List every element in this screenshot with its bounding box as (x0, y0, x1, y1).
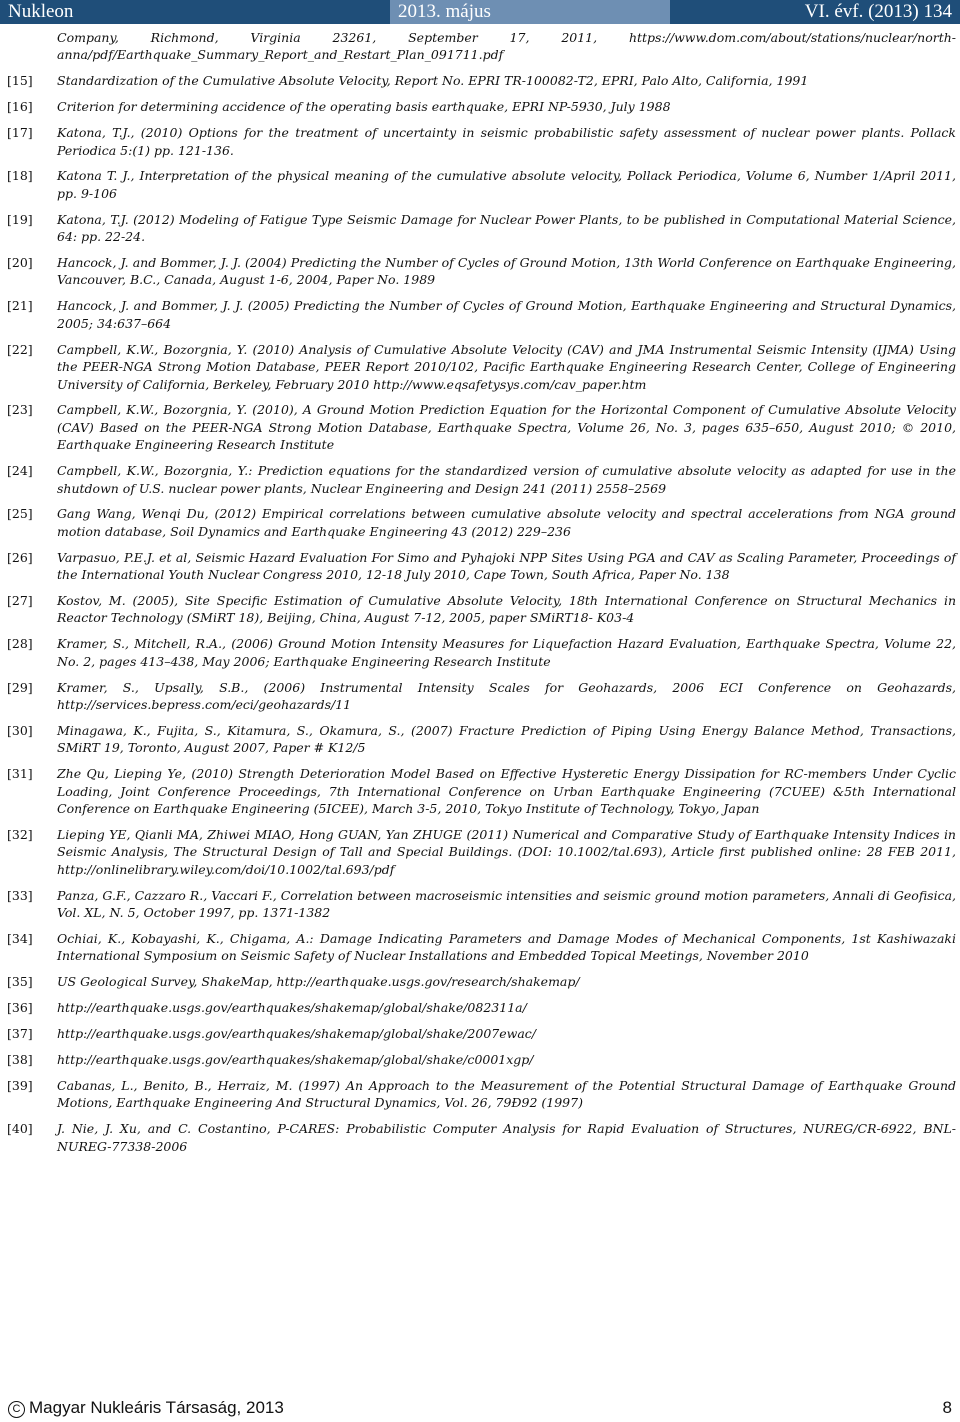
reference-item (0, 29, 960, 64)
reference-text: Varpasuo, P.E.J. et al, Seismic Hazard Evaluation For Simo and Pyhajoki NPP Sites Using PGA and CAV as Scaling Parameter, Proceedings of the International Youth Nuclear Congress 2010, 12-18 July 2010, Cape Town, South Africa, Paper No. 138 (57, 549, 956, 583)
reference-list (0, 29, 960, 1164)
reference-item (0, 72, 960, 89)
reference-number: [17] (7, 125, 33, 141)
reference-item (0, 826, 960, 878)
reference-number: [30] (7, 723, 33, 738)
reference-number: [22] (7, 341, 33, 357)
reference-text: Criterion for determining accidence of the operating basis earthquake, EPRI NP-5930, July 1988 (57, 99, 671, 115)
reference-item (0, 549, 960, 584)
reference-item (0, 211, 960, 246)
reference-number: [33] (7, 887, 33, 903)
reference-number: [27] (7, 593, 33, 609)
reference-number: [26] (7, 549, 33, 565)
page-header (0, 0, 960, 24)
reference-item (0, 679, 960, 714)
reference-number: [25] (7, 506, 33, 522)
reference-text: Kramer, S., Upsally, S.B., (2006) Instrumental Intensity Scales for Geohazards, 2006 ECI Conference on Geohazards, http://services.bepress.com/eci/geohazards/11 (57, 679, 956, 713)
reference-number: [34] (7, 931, 33, 947)
header-issue-date: 2013. május (390, 0, 686, 24)
reference-number: [21] (7, 298, 33, 314)
reference-text: Kramer, S., Mitchell, R.A., (2006) Ground Motion Intensity Measures for Liquefaction Hazard Evaluation, Earthquake Spectra, Volume 22, No. 2, pages 413–438, May 2006; Earthquake Engineering Research Institute (57, 636, 956, 669)
reference-item (0, 505, 960, 540)
reference-item (0, 462, 960, 497)
reference-text: Standardization of the Cumulative Absolute Velocity, Report No. EPRI TR-100082-T2, EPRI, Palo Alto, California, 1991 (57, 73, 809, 89)
reference-item (0, 592, 960, 627)
reference-text: Company, Richmond, Virginia 23261, September 17, 2011, https://www.dom.com/about/stations/nuclear/north-anna/pdf/Earthquake_Summary_Report_and_Restart_Plan_091711.pdf (57, 30, 956, 63)
reference-text: Cabanas, L., Benito, B., Herraiz, M. (1997) An Approach to the Measurement of the Potential Structural Damage of Earthquake Ground Motions, Earthquake Engineering And Structural Dynamics, Vol. 26, 79Ð92 (1997) (57, 1078, 956, 1111)
reference-text: Minagawa, K., Fujita, S., Kitamura, S., Okamura, S., (2007) Fracture Prediction of Piping Using Energy Balance Method, Transactions, SMiRT 19, Toronto, August 2007, Paper # K12/5 (57, 723, 956, 756)
reference-item (0, 401, 960, 453)
reference-item (0, 973, 960, 990)
reference-number: [35] (7, 974, 33, 990)
reference-item (0, 887, 960, 922)
reference-text: Campbell, K.W., Bozorgnia, Y.: Prediction equations for the standardized version of cumulative absolute velocity as adapted for use in the shutdown of U.S. nuclear power plants, Nuclear Engineering and Design 241 (2011) 2558–2569 (57, 463, 956, 496)
reference-text: Zhe Qu, Lieping Ye, (2010) Strength Deterioration Model Based on Effective Hysteretic Energy Dissipation for RC-members Under Cyclic Loading, Joint Conference Proceedings, 7th International Conference on Urban Earthquake Engineering (7CUEE) &5th International Conference on Earthquake Engineering (5ICEE), March 3-5, 2010, Tokyo Institute of Technology, Tokyo, Japan (57, 766, 956, 817)
reference-text: Kostov, M. (2005), Site Specific Estimation of Cumulative Absolute Velocity, 18th International Conference on Structural Mechanics in Reactor Technology (SMiRT 18), Beijing, China, August 7-12, 2005, paper SMiRT18- K03-4 (57, 593, 956, 626)
reference-number: [16] (7, 99, 33, 115)
reference-item (0, 297, 960, 332)
copyright-icon: C (8, 1401, 25, 1418)
reference-text: http://earthquake.usgs.gov/earthquakes/shakemap/global/shake/2007ewac/ (57, 1026, 537, 1042)
header-journal-name: Nukleon (0, 0, 406, 24)
footer-page-number: 8 (942, 1398, 952, 1417)
reference-text: Hancock, J. and Bommer, J. J. (2005) Predicting the Number of Cycles of Ground Motion, Earthquake Engineering and Structural Dynamics, 2005; 34:637–664 (57, 298, 956, 331)
reference-item (0, 1025, 960, 1042)
reference-text: http://earthquake.usgs.gov/earthquakes/shakemap/global/shake/c0001xgp/ (57, 1052, 534, 1068)
reference-item (0, 635, 960, 670)
reference-item (0, 1051, 960, 1068)
reference-item (0, 98, 960, 115)
reference-number: [32] (7, 827, 33, 843)
reference-number: [28] (7, 636, 33, 652)
reference-text: US Geological Survey, ShakeMap, http://earthquake.usgs.gov/research/shakemap/ (57, 974, 580, 990)
reference-text: Gang Wang, Wenqi Du, (2012) Empirical correlations between cumulative absolute velocity and spectral accelerations from NGA ground motion database, Soil Dynamics and Earthquake Engineering 43 (2012) 229–236 (57, 506, 956, 539)
reference-item (0, 124, 960, 159)
reference-item (0, 167, 960, 202)
reference-item (0, 254, 960, 289)
reference-number: [20] (7, 255, 33, 271)
reference-number: [23] (7, 402, 33, 418)
reference-number: [31] (7, 766, 33, 782)
reference-item (0, 765, 960, 817)
reference-number: [15] (7, 73, 33, 89)
reference-text: J. Nie, J. Xu, and C. Costantino, P-CARES: Probabilistic Computer Analysis for Rapid Evaluation of Structures, NUREG/CR-6922, BNL-NUREG-77338-2006 (57, 1121, 956, 1154)
reference-item (0, 1120, 960, 1155)
reference-text: Katona T. J., Interpretation of the physical meaning of the cumulative absolute velocity, Pollack Periodica, Volume 6, Number 1/April 2011, pp. 9-106 (57, 168, 956, 201)
reference-number: [24] (7, 463, 33, 479)
reference-number: [18] (7, 168, 33, 184)
reference-item (0, 999, 960, 1016)
reference-text: Panza, G.F., Cazzaro R., Vaccari F., Correlation between macroseismic intensities and seismic ground motion parameters, Annali di Geofisica, Vol. XL, N. 5, October 1997, pp. 1371-1382 (57, 887, 956, 921)
reference-text: Campbell, K.W., Bozorgnia, Y. (2010) Analysis of Cumulative Absolute Velocity (CAV) and JMA Instrumental Seismic Intensity (IJMA) Using the PEER-NGA Strong Motion Database, PEER Report 2010/102, Pacific Earthquake Engineering Research Center, College of Engineering University of California, Berkeley, February 2010 http://www.eqsafetysys.com/cav_paper.htm (57, 341, 956, 392)
reference-text: http://earthquake.usgs.gov/earthquakes/shakemap/global/shake/082311a/ (57, 1000, 527, 1016)
reference-text: Hancock, J. and Bommer, J. J. (2004) Predicting the Number of Cycles of Ground Motion, 13th World Conference on Earthquake Engineering, Vancouver, B.C., Canada, August 1-6, 2004, Paper No. 1989 (57, 255, 956, 288)
reference-number: [37] (7, 1026, 33, 1042)
footer-publisher: Magyar Nukleáris Társaság, 2013 (29, 1398, 284, 1417)
header-volume-page: VI. évf. (2013) 134 (670, 0, 960, 24)
page-footer (0, 1396, 960, 1422)
reference-item (0, 341, 960, 393)
reference-text: Katona, T.J., (2010) Options for the treatment of uncertainty in seismic probabilistic safety assessment of nuclear power plants. Pollack Periodica 5:(1) pp. 121-136. (57, 125, 956, 158)
reference-number: [40] (7, 1121, 33, 1137)
reference-text: Katona, T.J. (2012) Modeling of Fatigue Type Seismic Damage for Nuclear Power Plants, to be published in Computational Material Science, 64: pp. 22-24. (57, 211, 956, 245)
reference-item (0, 930, 960, 965)
reference-item (0, 722, 960, 757)
reference-number: [36] (7, 1000, 33, 1016)
reference-text: Lieping YE, Qianli MA, Zhiwei MIAO, Hong GUAN, Yan ZHUGE (2011) Numerical and Comparative Study of Earthquake Intensity Indices in Seismic Analysis, The Structural Design of Tall and Special Buildings. (DOI: 10.1002/tal.693), Article first published online: 28 FEB 2011, http://onlinelibrary.wiley.com/doi/10.1002/tal.693/pdf (57, 827, 956, 877)
reference-number: [19] (7, 211, 33, 227)
reference-number: [29] (7, 679, 33, 695)
reference-item (0, 1077, 960, 1112)
reference-text: Ochiai, K., Kobayashi, K., Chigama, A.: Damage Indicating Parameters and Damage Modes of Mechanical Components, 1st Kashiwazaki International Symposium on Seismic Safety of Nuclear Installations and Embedded Topical Meetings, November 2010 (57, 931, 956, 964)
reference-number: [39] (7, 1078, 33, 1093)
footer-copyright (8, 1398, 284, 1418)
reference-number: [38] (7, 1052, 33, 1068)
reference-text: Campbell, K.W., Bozorgnia, Y. (2010), A Ground Motion Prediction Equation for the Horizontal Component of Cumulative Absolute Velocity (CAV) Based on the PEER-NGA Strong Motion Database, Earthquake Spectra, Volume 26, No. 3, pages 635–650, August 2010; © 2010, Earthquake Engineering Research Institute (57, 402, 956, 453)
